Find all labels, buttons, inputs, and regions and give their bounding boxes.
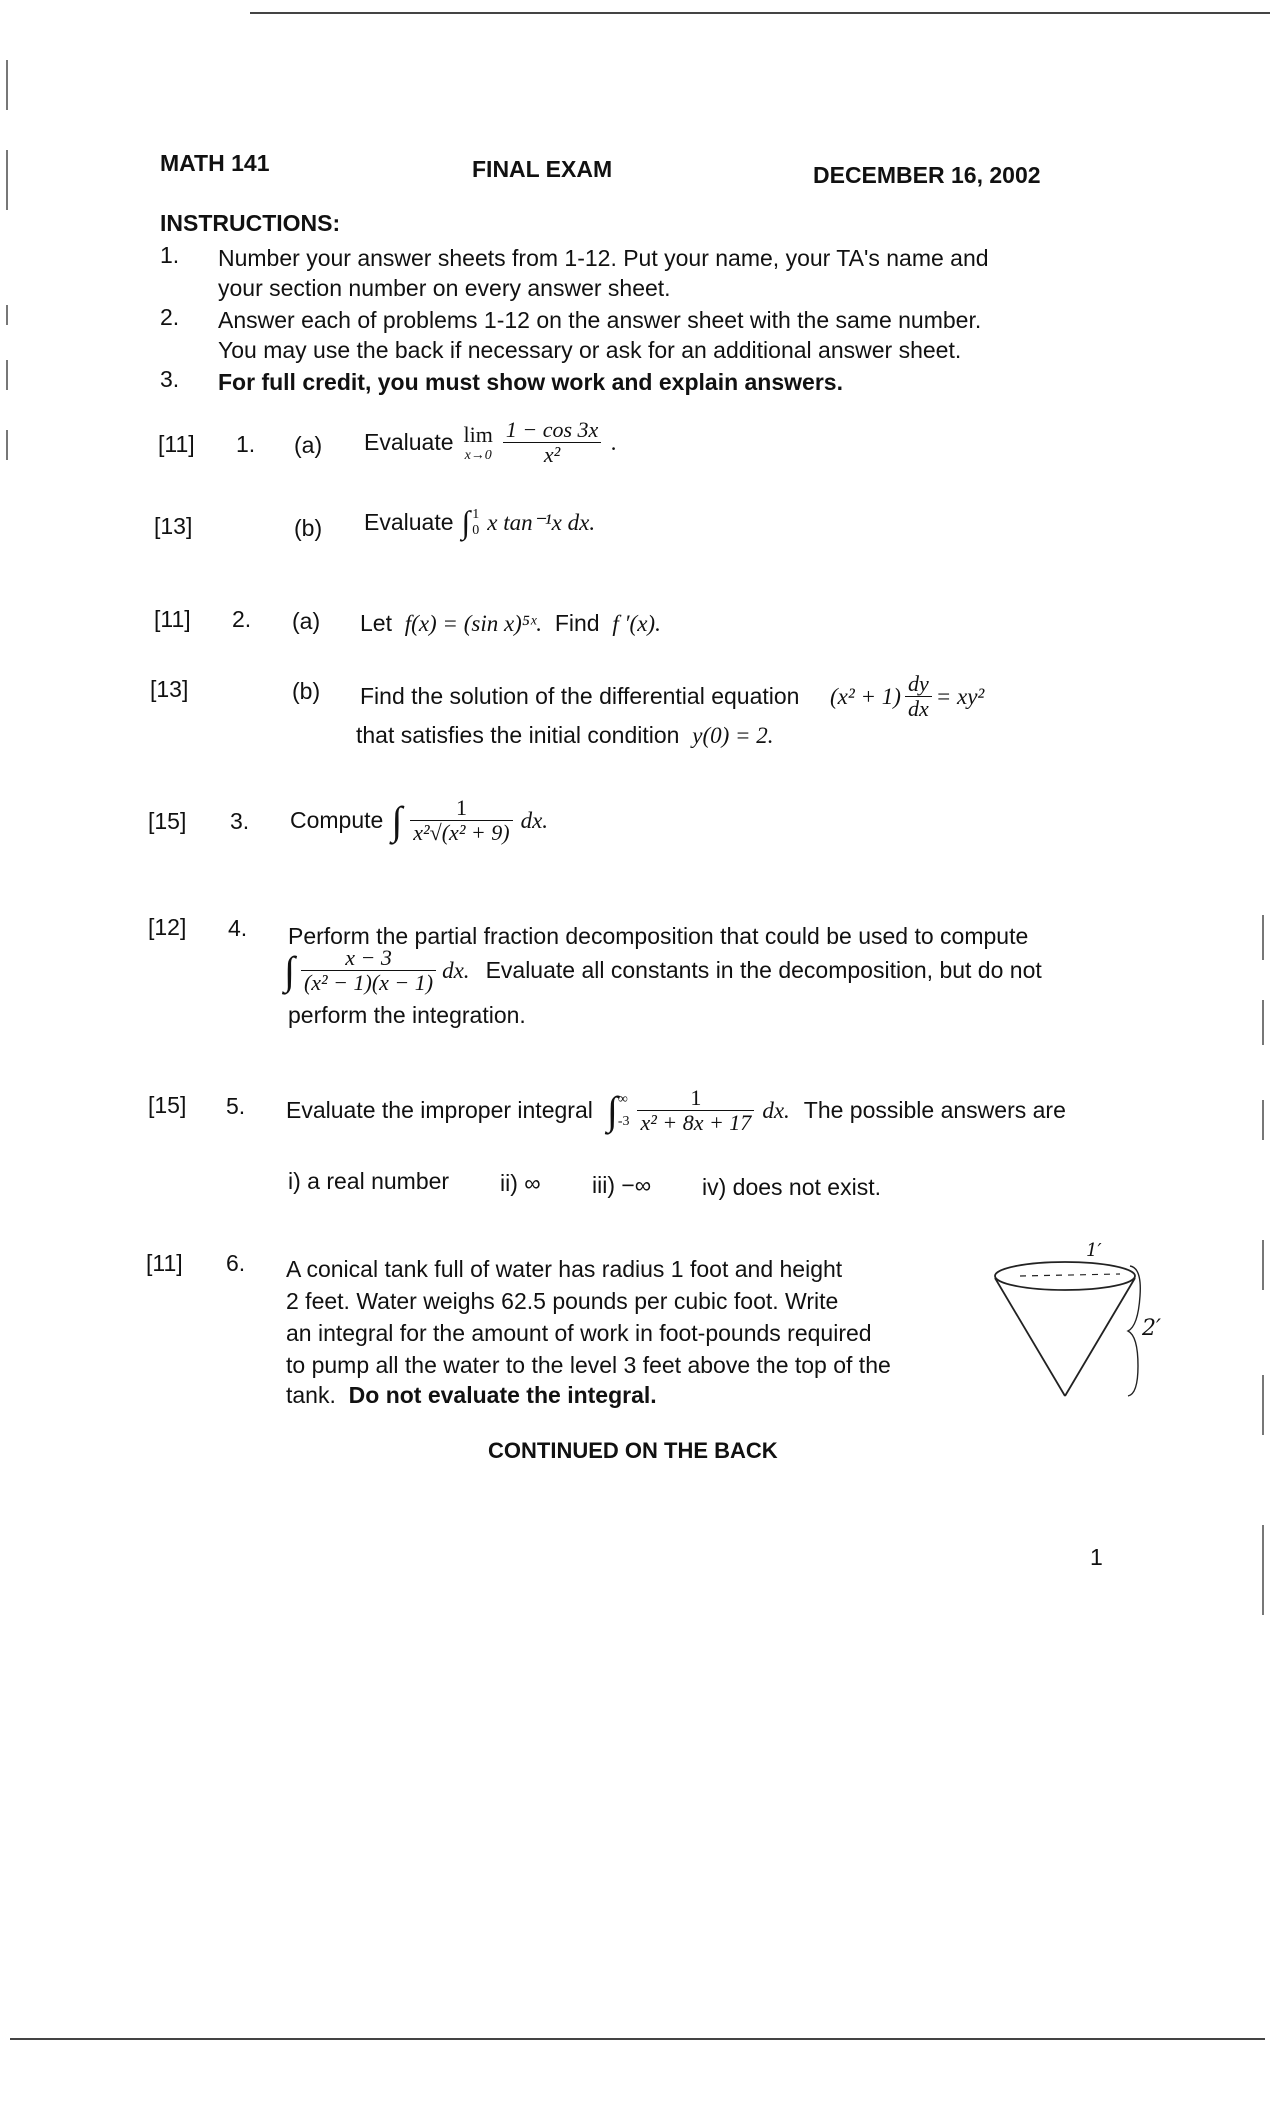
instruction-text: For full credit, you must show work and explain answers.	[218, 369, 843, 395]
problem-text	[286, 1382, 657, 1409]
integrand-fraction	[637, 1086, 754, 1135]
problem-number: 4.	[228, 915, 248, 941]
points-label: [11]	[154, 606, 191, 632]
problem-text: perform the integration.	[288, 1002, 526, 1028]
function-definition: f(x) = (sin x)⁵ˣ.	[404, 611, 543, 636]
problem-text	[360, 610, 661, 637]
evaluate-label: Evaluate the improper integral	[286, 1097, 593, 1123]
right-margin-mark	[1262, 1000, 1264, 1045]
right-margin-mark	[1262, 1525, 1264, 1615]
equation-right: = xy²	[935, 683, 985, 709]
do-not-evaluate: Do not evaluate the integral.	[348, 1382, 657, 1408]
evaluate-label: Evaluate	[364, 429, 454, 455]
answer-option: iii) −∞	[592, 1172, 652, 1198]
differential: dx.	[442, 957, 470, 983]
fraction-denominator: (x² − 1)(x − 1)	[303, 970, 434, 995]
page-number: 1	[1090, 1544, 1103, 1570]
problem-text	[290, 796, 548, 845]
problem-text	[364, 418, 617, 467]
problem-number: 2.	[232, 606, 252, 632]
evaluate-label: Evaluate	[364, 509, 454, 535]
integral-sign-icon: ∫	[461, 504, 471, 540]
instruction-text: your section number on every answer sheet.	[218, 275, 671, 301]
problem-text: 2 feet. Water weighs 62.5 pounds per cubic foot. Write	[286, 1288, 839, 1314]
problem-part: (b)	[294, 515, 323, 541]
let-label: Let	[360, 610, 392, 636]
problem-number: 5.	[226, 1093, 246, 1119]
instruction-text: Number your answer sheets from 1-12. Put your name, your TA's name and	[218, 245, 989, 271]
equation-left: (x² + 1)	[830, 683, 901, 709]
instruction-number: 2.	[160, 304, 180, 330]
answer-option: i) a real number	[288, 1168, 450, 1194]
left-margin-mark	[6, 305, 8, 325]
problem-text	[286, 1086, 1066, 1135]
points-label: [15]	[148, 808, 187, 834]
differential-equation	[830, 672, 984, 721]
answer-option: ii) ∞	[500, 1170, 541, 1196]
cone-right-side	[1065, 1278, 1135, 1396]
left-margin-mark	[6, 60, 8, 110]
limit-subscript: x→0	[464, 447, 492, 463]
integral-sign-icon: ∫	[606, 1088, 618, 1133]
answer-intro: The possible answers are	[803, 1097, 1066, 1123]
points-label: [13]	[150, 676, 189, 702]
answer-option: iv) does not exist.	[702, 1174, 881, 1200]
problem-text	[364, 504, 595, 541]
fraction-denominator: x²√(x² + 9)	[413, 820, 510, 845]
differential: dx.	[762, 1097, 790, 1123]
limit-operator: lim	[463, 421, 493, 447]
problem-text: Perform the partial fraction decomposition that could be used to compute	[288, 923, 1029, 949]
exam-date: DECEMBER 16, 2002	[813, 162, 1041, 188]
problem-number: 1.	[236, 431, 256, 457]
points-label: [13]	[154, 513, 193, 539]
problem-text	[356, 722, 774, 749]
problem-text: to pump all the water to the level 3 feet above the top of the	[286, 1352, 891, 1378]
exam-title: FINAL EXAM	[472, 156, 613, 182]
compute-label: Compute	[290, 807, 384, 833]
derivative-fraction	[905, 672, 932, 721]
integral-sign-icon: ∫	[391, 798, 403, 843]
problem-part: (a)	[294, 432, 323, 458]
upper-limit: 1	[472, 506, 480, 522]
left-margin-mark	[6, 430, 8, 460]
cone-top-ellipse	[995, 1262, 1135, 1290]
water-level-line	[1020, 1274, 1120, 1276]
problem-text: an integral for the amount of work in foot-pounds required	[286, 1320, 872, 1346]
period: .	[611, 429, 618, 455]
points-label: [12]	[148, 914, 187, 940]
problem-part: (a)	[292, 608, 321, 634]
fraction-denominator: x²	[543, 442, 561, 467]
problem-text: Find the solution of the differential equation	[360, 683, 800, 709]
integrand-fraction	[301, 946, 436, 995]
left-margin-mark	[6, 150, 8, 210]
course-title: MATH 141	[160, 150, 270, 176]
points-label: [11]	[158, 431, 195, 457]
instructions-heading: INSTRUCTIONS:	[160, 210, 341, 236]
integrand: x tan⁻¹x dx.	[487, 509, 596, 535]
lower-limit: -3	[617, 1113, 630, 1129]
fraction-numerator: 1	[410, 796, 512, 821]
find-label: Find	[554, 610, 600, 636]
cone-left-side	[995, 1278, 1065, 1396]
right-margin-mark	[1262, 915, 1264, 960]
initial-condition: y(0) = 2.	[692, 723, 774, 748]
differential: dx.	[520, 807, 549, 833]
dy-numerator: dy	[905, 672, 932, 697]
fraction-denominator: x² + 8x + 17	[640, 1110, 752, 1135]
problem-number: 3.	[230, 808, 250, 834]
problem-text: A conical tank full of water has radius 1 foot and height	[286, 1256, 843, 1282]
instruction-text: You may use the back if necessary or ask for an additional answer sheet.	[218, 337, 962, 363]
instruction-number: 3.	[160, 366, 180, 392]
integrand-fraction	[410, 796, 512, 845]
bottom-border-line	[10, 2038, 1265, 2040]
problem-number: 6.	[226, 1250, 246, 1276]
derivative-expression: f ′(x).	[612, 611, 661, 636]
right-margin-mark	[1262, 1375, 1264, 1435]
condition-label: that satisfies the initial condition	[356, 722, 680, 748]
fraction-numerator: x − 3	[301, 946, 436, 971]
points-label: [15]	[148, 1092, 187, 1118]
dx-denominator: dx	[907, 696, 929, 721]
upper-limit: ∞	[617, 1091, 628, 1107]
left-margin-mark	[6, 360, 8, 390]
fraction-numerator: 1 − cos 3x	[503, 418, 601, 443]
problem-part: (b)	[292, 678, 321, 704]
right-margin-mark	[1262, 1240, 1264, 1290]
height-label: 2′	[1142, 1316, 1161, 1341]
instruction-number: 1.	[160, 242, 180, 268]
limit-fraction	[503, 418, 601, 467]
points-label: [11]	[146, 1250, 183, 1276]
continued-note: CONTINUED ON THE BACK	[488, 1438, 778, 1463]
lower-limit: 0	[472, 522, 480, 538]
tank-word: tank.	[286, 1382, 336, 1408]
instruction-text: Evaluate all constants in the decomposition, but do not	[485, 957, 1042, 983]
top-border-line	[250, 12, 1270, 14]
fraction-numerator: 1	[637, 1086, 754, 1111]
integral-sign-icon: ∫	[284, 948, 295, 993]
radius-label: 1′	[1086, 1240, 1102, 1261]
instruction-text: Answer each of problems 1-12 on the answer sheet with the same number.	[218, 307, 982, 333]
right-margin-mark	[1262, 1100, 1264, 1140]
problem-text	[284, 946, 1042, 995]
